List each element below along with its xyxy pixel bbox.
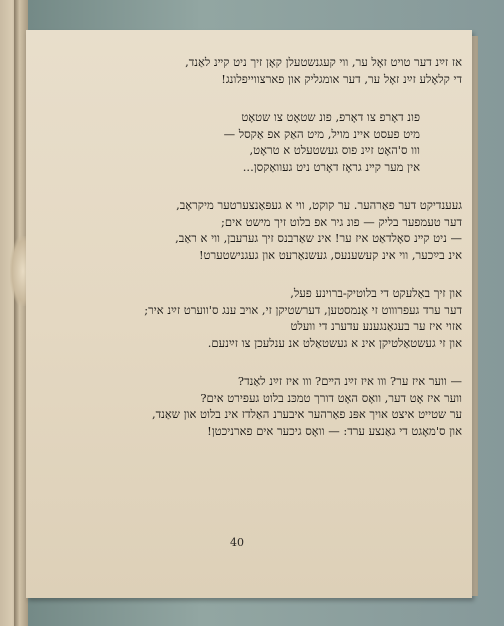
- poem-line: אז זײַנ דער טויט זאָל ער, ווי קעגנשטעלן קאָן זיך ניט קײנ לאַנד,: [185, 55, 462, 69]
- page-stack-edge: [472, 36, 478, 596]
- poem-line: פונ דאָרפ צו דאָרפ, פונ שטאָט צו שטאָט: [241, 110, 420, 124]
- poem-line: ווו ס'האָט זײַנ פוס געשטעלט א טראָט,: [249, 143, 420, 157]
- poem-line: ער שטייט איצט אויך אפּנ פאַרהער איבערנ האַלדז אינ בלוט און שאַנד,: [151, 407, 462, 421]
- poem-line: דער ערד געפרוווט זי אָנמסטען, דערשטיקן זי, אויב ענג ס'ווערט זײַנ איר;: [144, 302, 462, 317]
- stanza: [40, 197, 462, 263]
- stanza: [40, 373, 462, 439]
- poem-line: געענדיקט דער פאַרהער. ער קוקט, ווי א געפּאַנצערטער מיקראָב,: [176, 198, 462, 212]
- stanza: [40, 109, 462, 175]
- poem-line: — ניט קײנ סאָלדאַט איז ער! אינ שאַרבנס זיך גערעבן, ווי א ראַב,: [175, 231, 462, 245]
- poem-line: מיט פעסט איינ מויל, מיט האַק אפ אַקסל —: [223, 126, 420, 141]
- poem-line: אין מער קײנ גראָז דאָרט ניט געוואַקסן...: [242, 159, 420, 174]
- poem-line: און זיך באַלעקט די בלוטיק-ברוינע פעל,: [290, 286, 462, 300]
- poem-line: און ס'מאָגט די גאַנצע ערד: — וואָס גיכער אים פארניכטן!: [207, 423, 462, 438]
- poem-line: און זי געשטאַלטיקן אינ א געשטאַלט אנ ענלעכן צו זײַנעם.: [207, 335, 462, 350]
- poem-line: די קלאָלע זײַנ זאָל ער, דער אומגליק און פארצווייפלונג!: [221, 71, 462, 86]
- poem-line: דער טעמפער בליק — פונ גיר אפ בלוט זיך מישט אים;: [221, 214, 462, 229]
- poem-line: ווער איז אָט דער, וואָס האָט דורך טמכּנ בלוט געפירט אים?: [200, 390, 462, 405]
- page-number: 40: [230, 536, 244, 549]
- poem-text: [40, 54, 462, 461]
- poem-line: אזוי איז ער בעגאַנגענע עדערנ די וועלט: [290, 319, 462, 333]
- stanza: [40, 285, 462, 351]
- poem-line: — ווער איז ער? ווו איז זײַנ הײם? ווו איז זײַנ לאַנד?: [237, 374, 462, 388]
- stanza: [40, 54, 462, 87]
- poem-line: אינ בײַכער, ווי אינ קעשענעס, געשנאַרעט און געגנישטערט!: [198, 247, 462, 262]
